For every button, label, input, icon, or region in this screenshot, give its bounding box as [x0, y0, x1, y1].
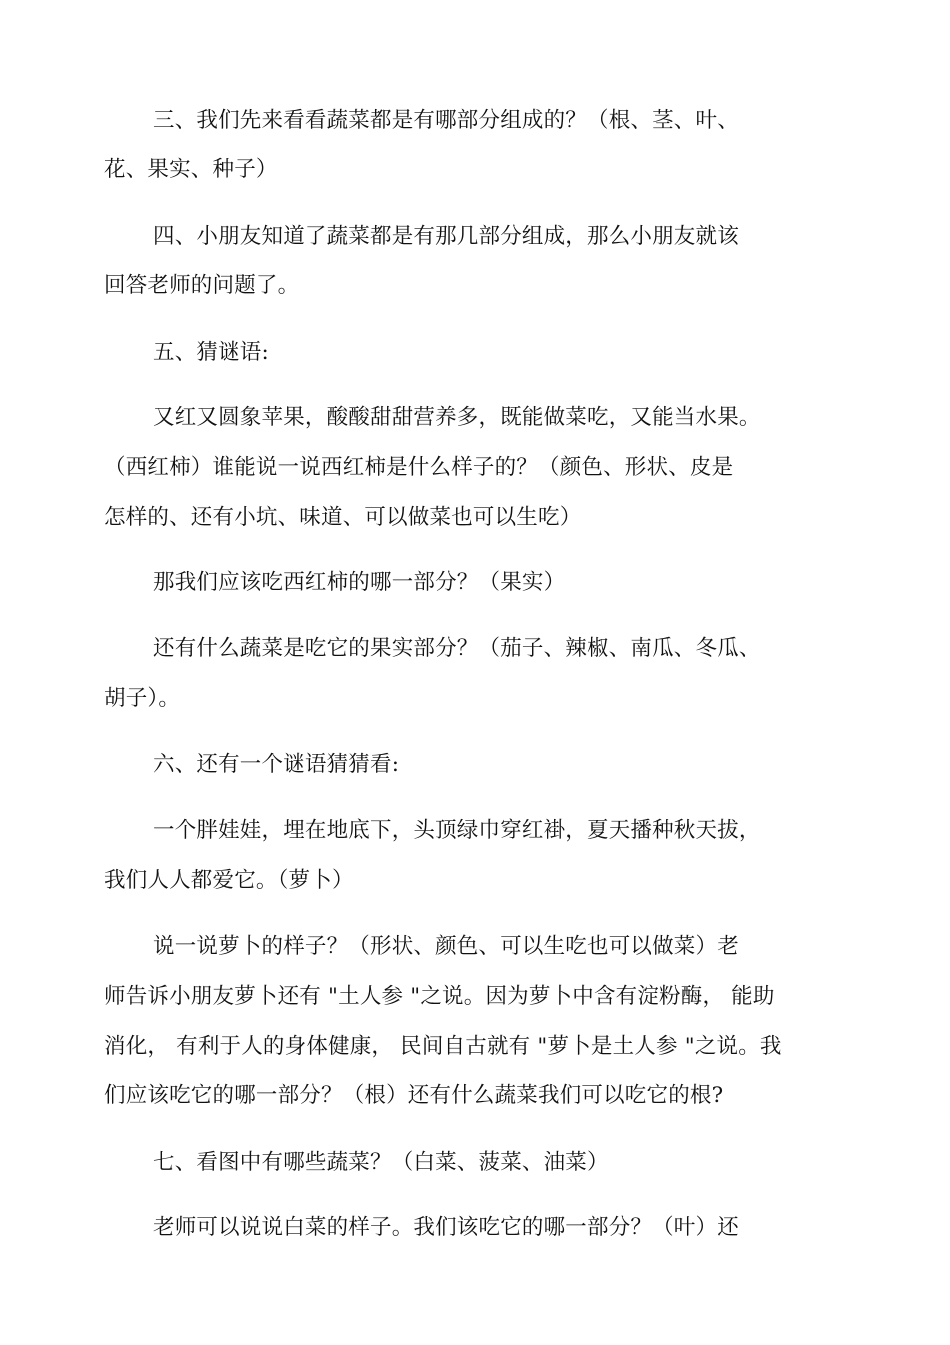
text-line: 五、猜谜语:: [153, 340, 269, 365]
text-line: 怎样的、还有小坑、味道、可以做菜也可以生吃）: [104, 505, 582, 530]
text-line: 四、小朋友知道了蔬菜都是有那几部分组成，那么小朋友就该: [153, 224, 739, 249]
text-line: 师告诉小朋友萝卜还有 "土人参 "之说。因为萝卜中含有淀粉酶， 能助: [104, 984, 775, 1009]
text-line: 我们人人都爱它。（萝卜）: [104, 868, 354, 893]
text-line: 们应该吃它的哪一部分？（根）还有什么蔬菜我们可以吃它的根?: [104, 1083, 724, 1108]
text-line: （西红柿）谁能说一说西红柿是什么样子的？（颜色、形状、皮是: [104, 455, 734, 480]
text-line: 六、还有一个谜语猜猜看:: [153, 752, 400, 777]
text-line: 还有什么蔬菜是吃它的果实部分？（茄子、辣椒、南瓜、冬瓜、: [153, 636, 761, 661]
text-line: 七、看图中有哪些蔬菜？（白菜、菠菜、油菜）: [153, 1150, 609, 1175]
text-line: 一个胖娃娃，埋在地底下，头顶绿巾穿红褂，夏天播种秋天拔，: [153, 818, 761, 843]
text-line: 老师可以说说白菜的样子。我们该吃它的哪一部分？（叶）还: [153, 1215, 739, 1240]
text-line: 那我们应该吃西红柿的哪一部分？（果实）: [153, 570, 566, 595]
text-line: 回答老师的问题了。: [104, 273, 300, 298]
text-line: 又红又圆象苹果，酸酸甜甜营养多，既能做菜吃，又能当水果。: [153, 405, 761, 430]
text-line: 三、我们先来看看蔬菜都是有哪部分组成的？（根、茎、叶、: [153, 108, 739, 133]
text-line: 胡子）。: [104, 686, 181, 711]
text-line: 消化， 有利于人的身体健康， 民间自古就有 "萝卜是土人参 "之说。我: [104, 1034, 782, 1059]
text-line: 说一说萝卜的样子？（形状、颜色、可以生吃也可以做菜）老: [153, 934, 739, 959]
text-line: 花、果实、种子）: [104, 157, 278, 182]
